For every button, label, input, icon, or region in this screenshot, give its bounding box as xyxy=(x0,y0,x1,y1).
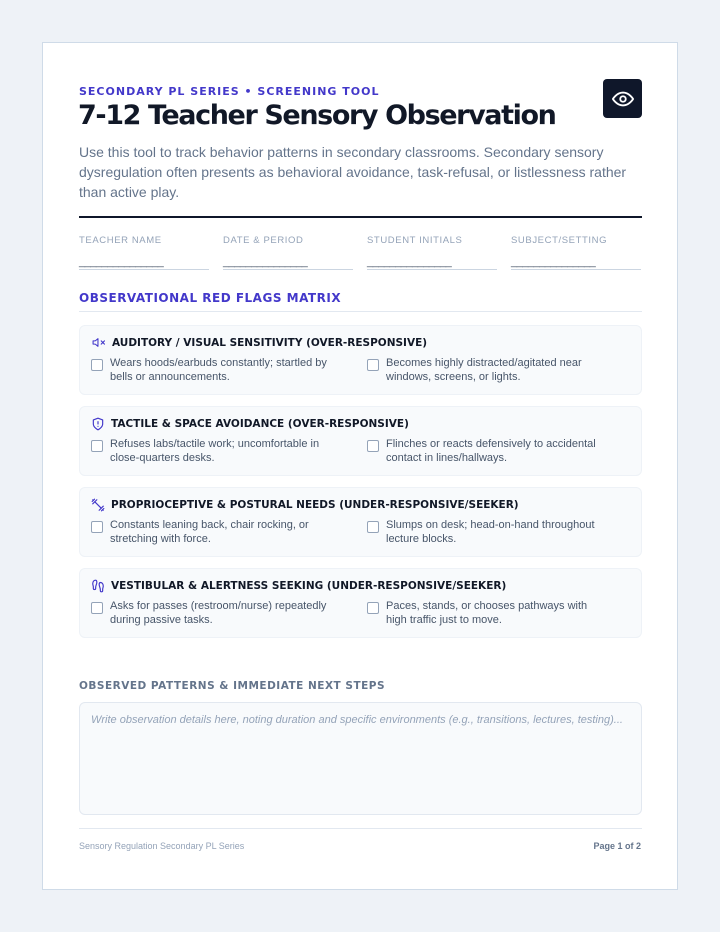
checkbox[interactable] xyxy=(91,359,103,371)
notes-label: OBSERVED PATTERNS & IMMEDIATE NEXT STEPS xyxy=(79,680,386,692)
checklist-item[interactable] xyxy=(91,437,331,465)
item-text: Asks for passes (restroom/nurse) repeatedly during passive tasks. xyxy=(110,600,327,626)
item-text: Paces, stands, or chooses pathways with high traffic just to move. xyxy=(386,600,588,626)
checklist-item[interactable] xyxy=(367,599,607,627)
field-blank: _______________ xyxy=(367,256,452,268)
observation-notes-textarea[interactable] xyxy=(79,702,642,815)
subject-setting-field[interactable] xyxy=(511,235,641,270)
item-text: Becomes highly distracted/agitated near windows, screens, or lights. xyxy=(386,357,582,383)
volume-mute-icon xyxy=(91,336,106,349)
field-blank: _______________ xyxy=(79,256,164,268)
date-period-field[interactable] xyxy=(223,235,353,270)
card-title: TACTILE & SPACE AVOIDANCE (OVER-RESPONSIVE) xyxy=(111,418,409,430)
checkbox[interactable] xyxy=(367,359,379,371)
field-blank: _______________ xyxy=(511,256,596,268)
item-text: Refuses labs/tactile work; uncomfortable in close-quarters desks. xyxy=(110,438,320,464)
series-eyebrow: SECONDARY PL SERIES • SCREENING TOOL xyxy=(79,85,380,98)
checkbox[interactable] xyxy=(91,521,103,533)
footer-series: Sensory Regulation Secondary PL Series xyxy=(79,841,245,851)
field-label: TEACHER NAME xyxy=(79,235,162,246)
checkbox[interactable] xyxy=(367,602,379,614)
card-title: AUDITORY / VISUAL SENSITIVITY (OVER-RESPONSIVE) xyxy=(112,336,428,349)
document-page xyxy=(42,42,678,890)
checkbox[interactable] xyxy=(91,602,103,614)
page-title: 7-12 Teacher Sensory Observation xyxy=(78,100,556,131)
checkbox[interactable] xyxy=(91,440,103,452)
card-title: PROPRIOCEPTIVE & POSTURAL NEEDS (UNDER-RESPONSIVE/SEEKER) xyxy=(111,499,519,511)
student-initials-field[interactable] xyxy=(367,235,497,270)
item-text: Constants leaning back, chair rocking, or stretching with force. xyxy=(110,519,309,545)
view-button[interactable] xyxy=(603,79,642,118)
field-label: DATE & PERIOD xyxy=(223,235,304,246)
checklist-item[interactable] xyxy=(367,356,607,384)
checklist-item[interactable] xyxy=(367,518,607,546)
field-blank: _______________ xyxy=(223,256,308,268)
eye-icon xyxy=(612,88,634,110)
item-text: Slumps on desk; head-on-hand throughout lecture blocks. xyxy=(386,519,595,545)
matrix-divider xyxy=(79,311,642,312)
tactile-space-card xyxy=(79,406,642,476)
proprioceptive-card xyxy=(79,487,642,557)
checklist-item[interactable] xyxy=(367,437,607,465)
checklist-item[interactable] xyxy=(91,356,331,384)
footprints-icon xyxy=(91,579,105,593)
dumbbell-icon xyxy=(91,498,105,512)
vestibular-card xyxy=(79,568,642,638)
auditory-visual-card xyxy=(79,325,642,395)
checklist-item[interactable] xyxy=(91,599,331,627)
item-text: Flinches or reacts defensively to accidental contact in lines/hallways. xyxy=(386,438,596,464)
footer-divider xyxy=(79,828,642,829)
card-title: VESTIBULAR & ALERTNESS SEEKING (UNDER-RESPONSIVE/SEEKER) xyxy=(111,580,507,592)
checkbox[interactable] xyxy=(367,440,379,452)
teacher-name-field[interactable] xyxy=(79,235,209,270)
checkbox[interactable] xyxy=(367,521,379,533)
checklist-item[interactable] xyxy=(91,518,331,546)
shield-icon xyxy=(91,417,105,431)
header-divider xyxy=(79,216,642,218)
page-number: Page 1 of 2 xyxy=(593,841,641,851)
item-text: Wears hoods/earbuds constantly; startled by bells or announcements. xyxy=(110,357,327,383)
matrix-title: OBSERVATIONAL RED FLAGS MATRIX xyxy=(79,291,342,305)
intro-paragraph: Use this tool to track behavior patterns in secondary classrooms. Secondary sensory dysregulation often presents as behavioral avoidance, task-refusal, or listlessness rather than active play. xyxy=(79,144,627,200)
field-label: SUBJECT/SETTING xyxy=(511,235,608,246)
field-label: STUDENT INITIALS xyxy=(367,235,463,246)
